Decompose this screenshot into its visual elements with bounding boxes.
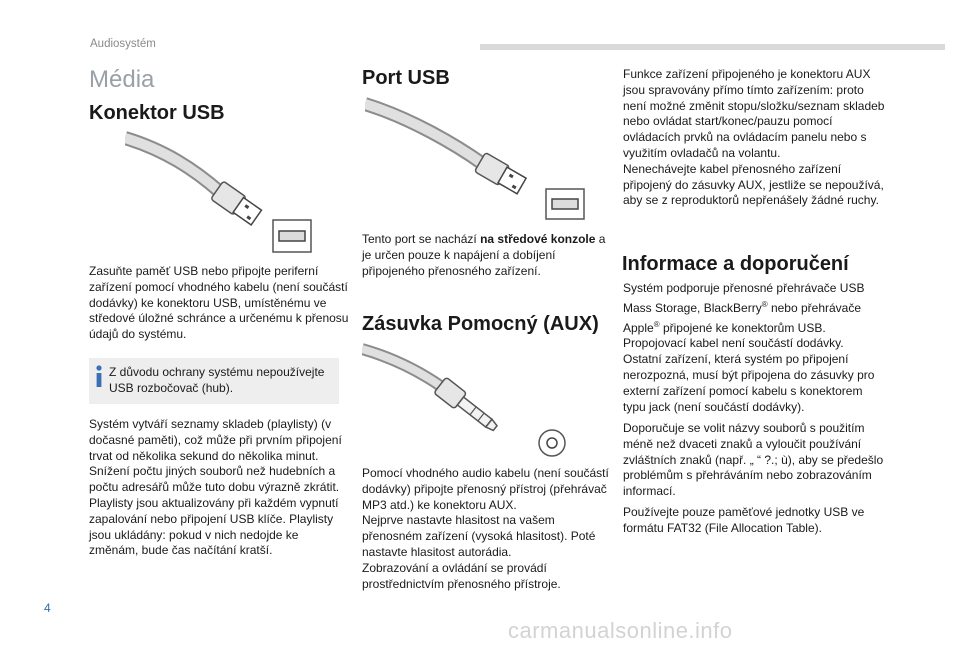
- heading-usb-port: Port USB: [362, 67, 450, 89]
- playlist-text: Systém vytváří seznamy skladeb (playlisty) (v dočasné paměti), což může při prvním připojení trvat od několika sekund do několika minut. Snížení počtu jiných souborů než hudebních a počtu adresářů může tuto dobu výrazně zkrátit. Playlisty jsou aktualizovány při každém vypnutí zapalování nebo připojení USB klíče. Playlisty jsou ukládány: pokud v nich nedojde ke změnám, bude čas načítání kratší.: [89, 417, 342, 558]
- usb-connector-text: Zasuňte paměť USB nebo připojte periferní zařízení pomocí vhodného kabelu (není součástí dodávky) ke konektoru USB, umístěnému ve středové úložné schránce a určenému k přenosu údajů do systému.: [89, 264, 349, 342]
- aux-text: Pomocí vhodného audio kabelu (není součástí dodávky) připojte přenosný přístroj (přehrávač MP3 atd.) ke konektoru AUX. Nejprve nastavte hlasitost na vašem přenosném zařízení (vysoká hlasitost). Poté nastavte hlasitost autorádia. Zobrazování a ovládání se provádí prostřednictvím přenosného přístroje.: [362, 466, 609, 591]
- jack-plug-illustration: [362, 343, 572, 465]
- file-names-text: Doporučuje se volit názvy souborů s použitím méně než dvaceti znaků a vyloučit používání zvláštních znaků (např. „ “ ?.; ù), aby se předešlo problémům s přehráváním nebo zobrazováním informací.: [623, 421, 884, 499]
- header-label: Audiosystém: [90, 38, 156, 50]
- watermark: carmanualsonline.info: [508, 618, 733, 643]
- page-number: 4: [44, 601, 51, 615]
- header-divider: [480, 44, 945, 50]
- heading-info-recommendations: Informace a doporučení: [622, 253, 849, 275]
- aux-functions-text: Funkce zařízení připojeného je konektoru AUX jsou spravovány přímo tímto zařízením: proto není možné změnit stopu/složku/seznam skladeb nebo ovládat start/konec/pauzu pomocí ovládacích prvků na ovládacím panelu nebo s využitím ovladačů na volantu. Nenechávejte kabel přenosného zařízení připojený do zásuvky AUX, jestliže se nepoužívá, aby se z reproduktorů nepřenášely žádné ruchy.: [623, 67, 885, 208]
- heading-usb-connector: Konektor USB: [89, 102, 225, 124]
- fat32-text: Používejte pouze paměťové jednotky USB ve formátu FAT32 (File Allocation Table).: [623, 505, 865, 535]
- info-icon: [94, 365, 104, 387]
- usb-port-illustration: [365, 96, 585, 221]
- supported-players-text: Systém podporuje přenosné přehrávače USB Mass Storage, BlackBerry® nebo přehrávače Apple® připojené ke konektorům USB. Propojovací kabel není součástí dodávky. Ostatní zařízení, která systém po připojení nerozpozná, musí být připojena do zásuvky pro externí zařízení pomocí kabelu s konektorem typu jack (není součástí dodávky).: [623, 281, 875, 414]
- section-title: Média: [89, 66, 155, 93]
- usb-plug-illustration: [125, 130, 320, 255]
- usb-port-text: Tento port se nachází na středové konzole a je určen pouze k napájení a dobíjení připojeného přenosného zařízení.: [362, 232, 606, 278]
- info-text: Z důvodu ochrany systému nepoužívejte USB rozbočovač (hub).: [109, 365, 325, 395]
- heading-aux: Zásuvka Pomocný (AUX): [362, 313, 599, 335]
